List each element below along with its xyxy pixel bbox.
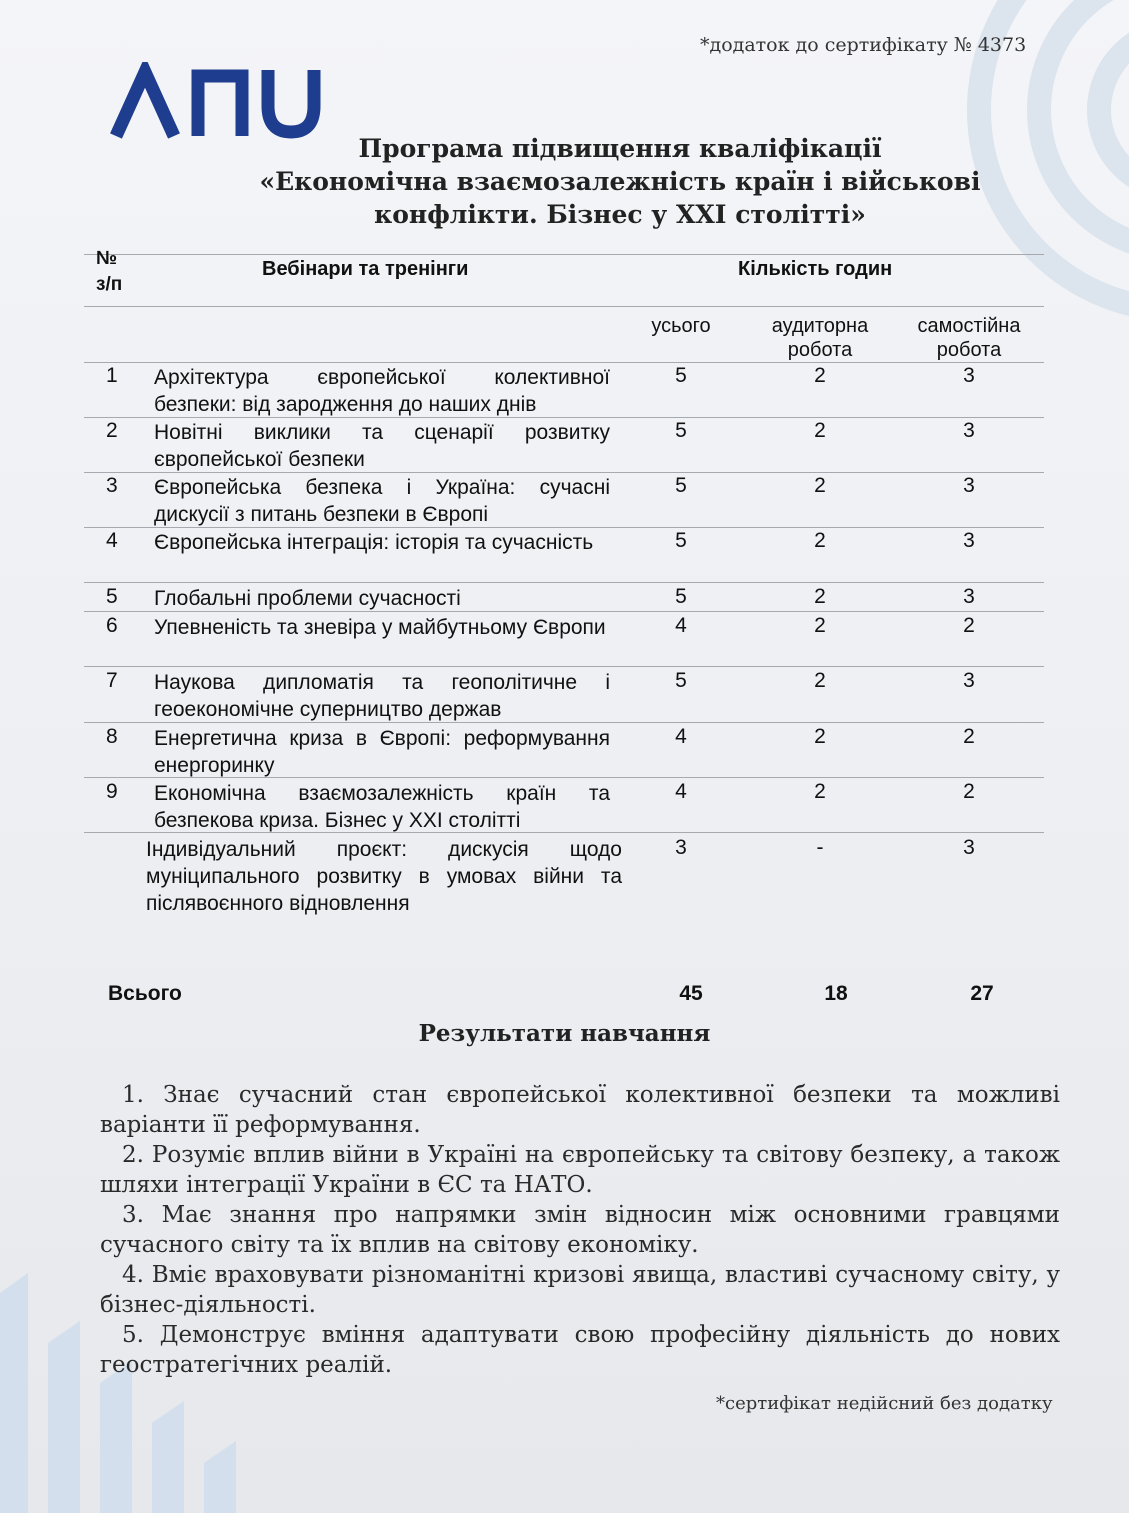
total-label: Всього bbox=[108, 982, 182, 1005]
learning-outcomes-list bbox=[100, 1080, 1060, 1380]
row-self-hours: 3 bbox=[963, 669, 975, 692]
table-rule bbox=[84, 306, 1044, 307]
row-auditory-hours: 2 bbox=[814, 725, 826, 748]
header-webinars: Вебінари та тренінги bbox=[262, 258, 469, 280]
row-number: 1 bbox=[106, 364, 118, 387]
row-self-hours: 2 bbox=[963, 614, 975, 637]
row-title: Європейська інтеграція: історія та сучасність bbox=[154, 531, 594, 554]
total-hours: 45 bbox=[679, 982, 703, 1005]
row-title: Новітні виклики та сценарії розвитку європейської безпеки bbox=[154, 421, 610, 471]
row-total-hours: 5 bbox=[675, 669, 687, 692]
row-self-hours: 3 bbox=[963, 585, 975, 608]
table-rule bbox=[84, 832, 1044, 833]
certificate-appendix-note: *додаток до сертифікату № 4373 bbox=[700, 34, 1027, 56]
learning-outcome-item: 2. Розуміє вплив війни в Україні на європейську та світову безпеку, а також шляхи інтеграції України в ЄС та НАТО. bbox=[100, 1142, 1060, 1198]
row-number: 7 bbox=[106, 669, 118, 692]
row-number: 4 bbox=[106, 529, 118, 552]
row-self-hours: 3 bbox=[963, 364, 975, 387]
row-total-hours: 5 bbox=[675, 474, 687, 497]
row-self-hours: 3 bbox=[963, 529, 975, 552]
total-auditory-hours: 18 bbox=[824, 982, 848, 1005]
learning-outcome-item: 3. Має знання про напрямки змін відносин між основними гравцями сучасного світу та їх вплив на світову економіку. bbox=[100, 1202, 1060, 1258]
row-self-hours: 2 bbox=[963, 780, 975, 803]
row-self-hours: 3 bbox=[963, 836, 975, 859]
row-total-hours: 5 bbox=[675, 529, 687, 552]
row-number: 9 bbox=[106, 780, 118, 803]
table-rule bbox=[84, 611, 1044, 612]
header-number bbox=[96, 246, 122, 298]
apu-logo bbox=[108, 62, 323, 142]
row-total-hours: 5 bbox=[675, 364, 687, 387]
row-auditory-hours: 2 bbox=[814, 669, 826, 692]
results-title: Результати навчання bbox=[418, 1020, 711, 1047]
table-rule bbox=[84, 527, 1044, 528]
table-rule bbox=[84, 666, 1044, 667]
row-title: Енергетична криза в Європі: реформування енергоринку bbox=[154, 727, 610, 777]
header-number-abbr: з/п bbox=[96, 274, 123, 295]
footer-note: *сертифікат недійсний без додатку bbox=[716, 1393, 1053, 1414]
program-title bbox=[250, 132, 990, 231]
row-self-hours: 2 bbox=[963, 725, 975, 748]
row-total-hours: 3 bbox=[675, 836, 687, 859]
row-total-hours: 5 bbox=[675, 585, 687, 608]
subheader-self-line-2: робота bbox=[936, 339, 1002, 361]
row-auditory-hours: 2 bbox=[814, 780, 826, 803]
row-auditory-hours: 2 bbox=[814, 474, 826, 497]
row-number: 6 bbox=[106, 614, 118, 637]
table-rule bbox=[84, 777, 1044, 778]
subheader-total: усього bbox=[651, 315, 711, 337]
row-auditory-hours: 2 bbox=[814, 529, 826, 552]
row-total-hours: 4 bbox=[675, 725, 687, 748]
program-title-line-2: «Економічна взаємозалежність країн і військові bbox=[259, 167, 981, 196]
row-number: 3 bbox=[106, 474, 118, 497]
header-number-symbol: № bbox=[96, 248, 118, 269]
row-self-hours: 3 bbox=[963, 474, 975, 497]
row-auditory-hours: 2 bbox=[814, 614, 826, 637]
learning-outcome-item: 1. Знає сучасний стан європейської колективної безпеки та можливі варіанти її реформування. bbox=[100, 1082, 1060, 1138]
row-total-hours: 4 bbox=[675, 780, 687, 803]
subheader-self-line-1: самостійна bbox=[917, 315, 1021, 337]
row-title: Наукова дипломатія та геополітичне і геоекономічне суперництво держав bbox=[154, 671, 610, 721]
subheader-auditory bbox=[756, 314, 884, 362]
header-hours: Кількість годин bbox=[738, 258, 893, 280]
learning-outcome-item: 5. Демонструє вміння адаптувати свою професійну діяльність до нових геостратегічних реалій. bbox=[100, 1322, 1060, 1378]
row-auditory-hours: 2 bbox=[814, 419, 826, 442]
row-auditory-hours: 2 bbox=[814, 364, 826, 387]
program-title-line-1: Програма підвищення кваліфікації bbox=[358, 134, 882, 163]
table-rule bbox=[84, 472, 1044, 473]
table-rule bbox=[84, 254, 1044, 255]
row-title: Індивідуальний проєкт: дискусія щодо муніципального розвитку в умовах війни та післявоєнного відновлення bbox=[146, 838, 622, 915]
row-title: Економічна взаємозалежність країн та безпекова криза. Бізнес у XXI столітті bbox=[154, 782, 610, 832]
subheader-auditory-line-2: робота bbox=[787, 339, 853, 361]
row-auditory-hours: - bbox=[816, 836, 824, 859]
row-title: Європейська безпека і Україна: сучасні дискусії з питань безпеки в Європі bbox=[154, 476, 610, 526]
row-title: Глобальні проблеми сучасності bbox=[154, 587, 461, 610]
row-total-hours: 5 bbox=[675, 419, 687, 442]
row-number: 5 bbox=[106, 585, 118, 608]
learning-outcome-item: 4. Вміє враховувати різноманітні кризові явища, властиві сучасному світу, у бізнес-діяльності. bbox=[100, 1262, 1060, 1318]
table-rule bbox=[84, 722, 1044, 723]
subheader-self bbox=[904, 314, 1034, 362]
row-auditory-hours: 2 bbox=[814, 585, 826, 608]
row-self-hours: 3 bbox=[963, 419, 975, 442]
row-title: Упевненість та зневіра у майбутньому Європи bbox=[154, 616, 606, 639]
total-self-hours: 27 bbox=[970, 982, 994, 1005]
program-title-line-3: конфлікти. Бізнес у XXI столітті» bbox=[374, 200, 866, 229]
subheader-auditory-line-1: аудиторна bbox=[771, 315, 869, 337]
row-number: 8 bbox=[106, 725, 118, 748]
row-number: 2 bbox=[106, 419, 118, 442]
row-title: Архітектура європейської колективної безпеки: від зародження до наших днів bbox=[154, 366, 610, 416]
row-total-hours: 4 bbox=[675, 614, 687, 637]
table-rule bbox=[84, 582, 1044, 583]
table-rule bbox=[84, 362, 1044, 363]
table-rule bbox=[84, 417, 1044, 418]
